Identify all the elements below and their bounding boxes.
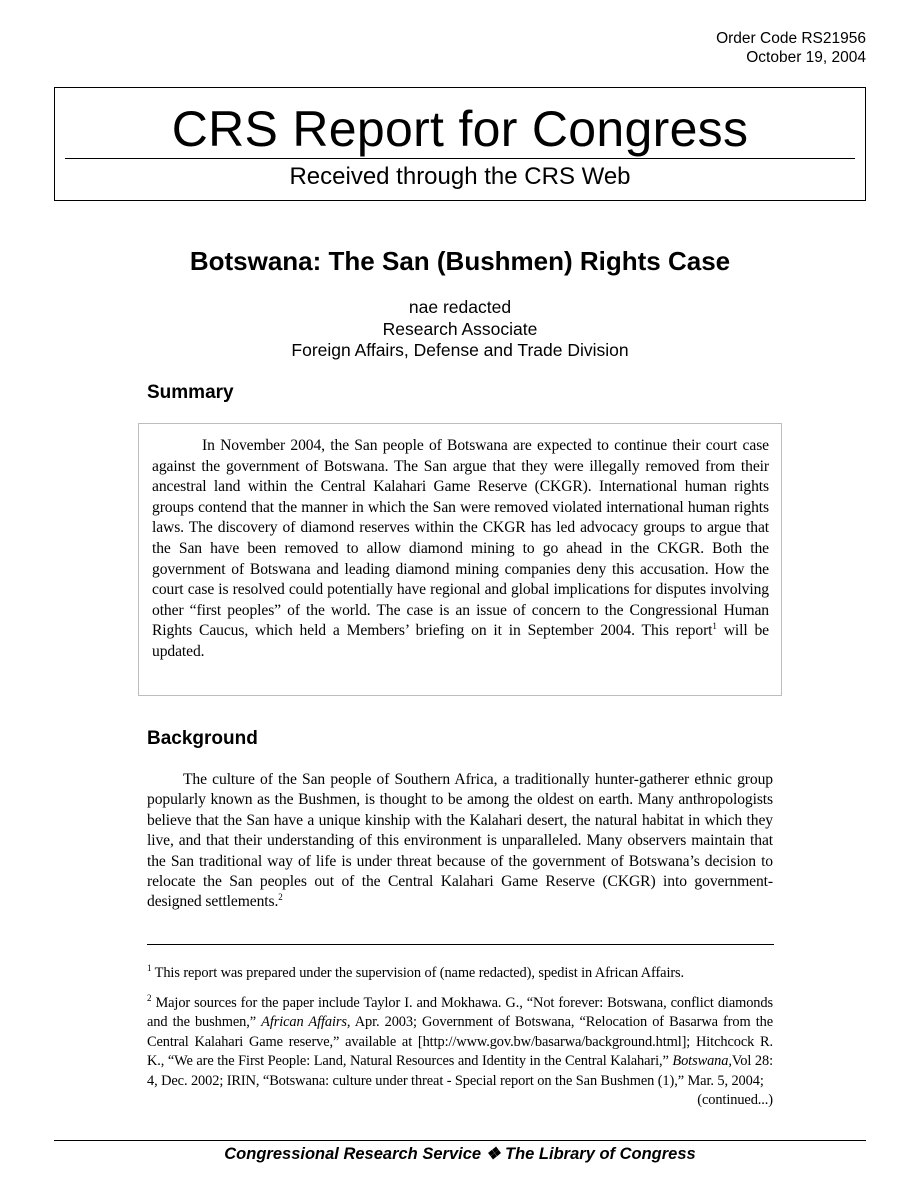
footnote-1 [147, 964, 773, 984]
author-name: nae redacted [408, 297, 512, 317]
report-title: Botswana: The San (Bushmen) Rights Case [189, 246, 731, 276]
summary-text: In November 2004, the San people of Botswana are expected to continue their court case against the government of Botswana. The San argue that they were illegally removed from their ancestral land within the Central Kalahari Game Reserve (CKGR). International human rights groups contend that the manner in which the San were removed violated international human rights laws. The discovery of diamond reserves within the CKGR has led advocacy groups to argue that the San have been removed to allow diamond mining to go ahead in the CKGR. Both the government of Botswana and leading diamond mining companies deny this accusation. How the court case is resolved could potentially have regional and global implications for disputes involving other “first peoples” of the world. The case is an issue of concern to the Congressional Human Rights Caucus, which held a Members’ briefing on it in September 2004. This report [152, 437, 769, 640]
footer-text: Congressional Research Service ❖ The Library of Congress [224, 1145, 696, 1163]
journal-title: African Affairs [261, 1014, 347, 1030]
order-info [716, 29, 866, 67]
footnote-ref-2[interactable]: 2 [278, 892, 283, 903]
footnote-text: Major sources for the paper include Taylor I. and Mokhawa. G., “Not forever: Botswana, conflict diamonds and the bushmen,” [147, 994, 773, 1030]
footnote-text: , Apr. 2003; Government of Botswana, “Relocation of Basarwa from the Central Kalahari Game reserve,” available at [http://www.gov.bw/basarwa/background.html]; Hitchcock R. K., “We are the First People: Land, Natural Resources and Identity in the Central Kalahari,” [147, 1014, 774, 1069]
report-date: October 19, 2004 [746, 49, 866, 66]
footnote-ref-1[interactable]: 1 [712, 621, 717, 632]
masthead-title: CRS Report for Congress [171, 101, 749, 157]
summary-heading: Summary [147, 382, 234, 403]
footnote-marker: 2 [147, 992, 152, 1003]
author-role: Research Associate [382, 318, 538, 339]
summary-box [138, 423, 782, 696]
footnote-2 [147, 994, 773, 1092]
footnote-text: This report was prepared under the supervision of (name redacted), spedist in African Affairs. [151, 965, 685, 981]
footnote-text: Vol 28: 4, Dec. 2002; IRIN, “Botswana: culture under threat - Special report on the San Bushmen (1),” Mar. 5, 2004; [147, 1053, 773, 1089]
footer-divider [54, 1140, 866, 1141]
footnote-marker: 1 [147, 963, 152, 973]
author-block [0, 297, 920, 362]
author-division: Foreign Affairs, Defense and Trade Division [291, 340, 629, 360]
order-code: Order Code RS21956 [716, 30, 866, 47]
summary-paragraph [152, 436, 769, 663]
background-paragraph [147, 770, 773, 913]
background-heading: Background [147, 728, 258, 749]
masthead-subtitle: Received through the CRS Web [289, 163, 631, 190]
summary-text-end: will be updated. [152, 622, 769, 660]
footnote-divider [147, 944, 774, 945]
journal-title: Botswana, [672, 1053, 732, 1069]
masthead-divider [65, 158, 855, 159]
footnotes [147, 964, 773, 1111]
masthead-box [54, 87, 866, 201]
footnote-continued: (continued...) [697, 1092, 773, 1108]
background-text: The culture of the San people of Southern Africa, a traditionally hunter-gatherer ethnic group popularly known as the Bushmen, is thought to be among the oldest on earth. Many anthropologists believe that the San have a unique kinship with the Kalahari desert, the natural habitat in which they live, and that their understanding of this environment is unparalleled. Many observers maintain that the San traditional way of life is under threat because of the government of Botswana’s decision to relocate the San peoples out of the Central Kalahari Game Reserve (CKGR) into government-designed settlements. [147, 771, 773, 911]
